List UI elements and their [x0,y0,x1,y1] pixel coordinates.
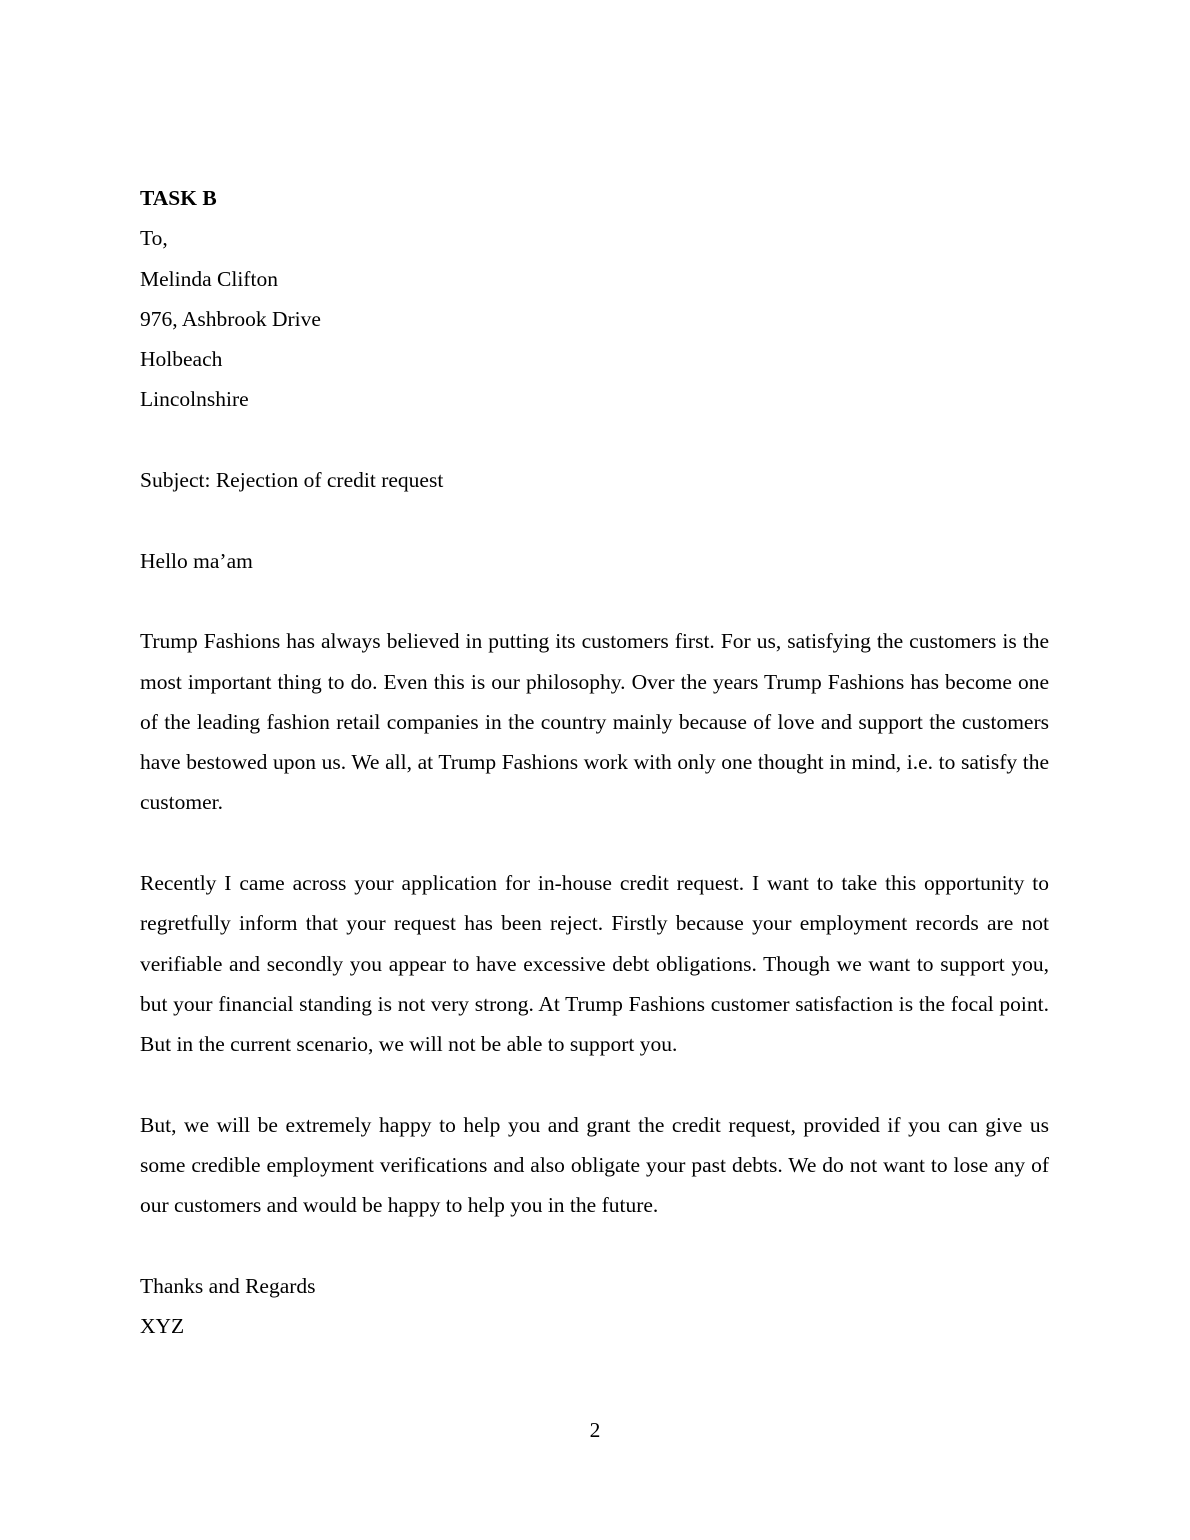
spacer [140,823,1049,863]
paragraph-offer: But, we will be extremely happy to help you and grant the credit request, provided if you can give us some credible employment verifications and also obligate your past debts. We do not want to lose any of our customers and would be happy to help you in the future. [140,1112,1049,1218]
letter-body [140,178,1049,1347]
page-number: 2 [589,1418,601,1442]
recipient-address: 976, Ashbrook Drive [140,306,321,331]
greeting: Hello ma’am [140,548,253,573]
recipient-county: Lincolnshire [140,387,249,412]
recipient-city: Holbeach [140,347,223,372]
spacer [140,500,1049,540]
salutation-to: To, [140,226,168,251]
subject-line: Subject: Rejection of credit request [140,468,444,493]
recipient-name: Melinda Clifton [140,266,278,291]
task-heading: TASK B [140,186,217,210]
paragraph-intro: Trump Fashions has always believed in putting its customers first. For us, satisfying the customers is the most important thing to do. Even this is our philosophy. Over the years Trump Fashions has become one of the leading fashion retail companies in the country mainly because of love and support the customers have bestowed upon us. We all, at Trump Fashions work with only one thought in mind, i.e. to satisfy the customer. [140,629,1049,815]
spacer [140,1065,1049,1105]
spacer [140,1226,1049,1266]
paragraph-rejection: Recently I came across your application for in-house credit request. I want to take this opportunity to regretfully inform that your request has been reject. Firstly because your employment records are not verifiable and secondly you appear to have excessive debt obligations. Though we want to support you, but your financial standing is not very strong. At Trump Fashions customer satisfaction is the focal point. But in the current scenario, we will not be able to support you. [140,871,1049,1057]
spacer [140,581,1049,621]
closing: Thanks and Regards [140,1274,316,1299]
signature: XYZ [140,1314,185,1339]
spacer [140,420,1049,460]
